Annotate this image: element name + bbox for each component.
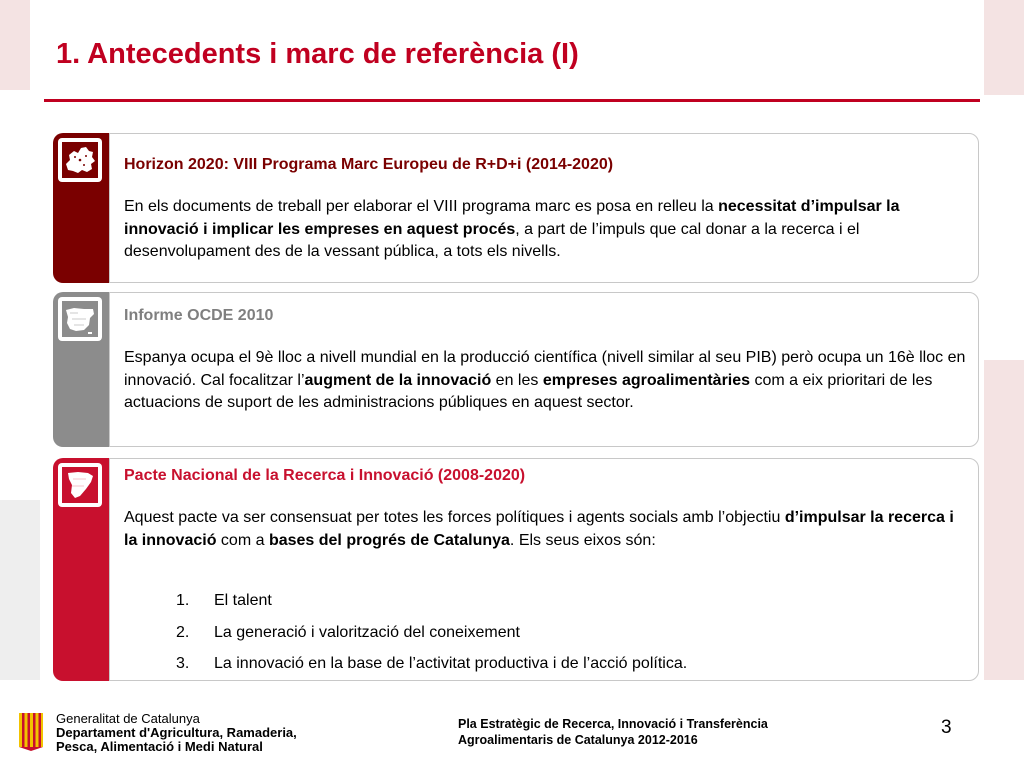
background-decoration: [984, 0, 1024, 95]
organization-name: [56, 712, 297, 754]
org-line: Generalitat de Catalunya: [56, 711, 200, 726]
title-divider: [44, 99, 980, 102]
doc-line: Agroalimentaris de Catalunya 2012-2016: [458, 733, 698, 747]
europe-map-icon: [58, 138, 102, 182]
doc-line: Pla Estratègic de Recerca, Innovació i Transferència: [458, 717, 768, 731]
panel-pacte-nacional: [53, 458, 979, 681]
panel-body: [124, 196, 969, 264]
body-text: En els documents de treball per elaborar el VIII programa marc es posa en relleu la: [124, 198, 719, 215]
page-number: 3: [941, 717, 952, 738]
catalonia-map-icon: [58, 463, 102, 507]
body-text: , a part de l’impuls que cal donar a la recerca i el desenvolupament des de la vessant pública, a tots els nivells.: [124, 220, 860, 260]
panel-title: Horizon 2020: VIII Programa Marc Europeu de R+D+i (2014-2020): [124, 156, 614, 173]
panel-ocde-2010: [53, 292, 979, 447]
body-text: com a eix prioritari de les actuacions de suport de les administracions públiques en aquest sector.: [124, 371, 933, 411]
slide-title: 1. Antecedents i marc de referència (I): [56, 38, 579, 70]
panel-content: [109, 458, 979, 681]
background-decoration: [984, 360, 1024, 680]
document-title: [458, 716, 768, 748]
list-number: 1.: [176, 592, 190, 609]
body-text-bold: d’impulsar la recerca i la innovació: [124, 509, 954, 549]
background-decoration: [0, 500, 40, 680]
panel-title: Pacte Nacional de la Recerca i Innovació (2008-2020): [124, 467, 526, 484]
panel-body: [124, 507, 969, 552]
body-text: . Els seus eixos són:: [509, 531, 656, 549]
body-text: Espanya ocupa el 9è lloc a nivell mundial en la producció científica (nivell similar al seu PIB) però ocupa un 16è lloc en innovació. Cal focalitzar l’: [124, 349, 966, 389]
org-line: Departament d'Agricultura, Ramaderia,: [56, 725, 297, 740]
body-text: com a: [216, 531, 269, 549]
list-number: 2.: [176, 623, 190, 641]
list-text: El talent: [214, 592, 272, 609]
body-text: Aquest pacte va ser consensuat per totes les forces polítiques i agents socials amb l’objectiu: [124, 509, 785, 526]
body-text-bold: augment de la innovació: [304, 371, 492, 389]
body-text-bold: necessitat d’impulsar la innovació i implicar les empreses en aquest procés: [124, 198, 900, 238]
body-text: en les: [491, 371, 543, 389]
list-text: La generació i valorització del coneixement: [214, 623, 520, 641]
body-text-bold: empreses agroalimentàries: [542, 371, 751, 389]
panel-title: Informe OCDE 2010: [124, 307, 274, 324]
body-text-bold: bases del progrés de Catalunya: [268, 531, 510, 549]
generalitat-logo-icon: [18, 711, 44, 751]
panel-content: [109, 133, 979, 283]
spain-map-icon: [58, 297, 102, 341]
panel-body: [124, 347, 969, 415]
panel-horizon-2020: [53, 133, 979, 283]
list-text: La innovació en la base de l’activitat productiva i de l’acció política.: [214, 655, 688, 672]
org-line: Pesca, Alimentació i Medi Natural: [56, 739, 263, 754]
panel-content: [109, 292, 979, 447]
list-number: 3.: [176, 655, 190, 672]
background-decoration: [0, 0, 30, 90]
